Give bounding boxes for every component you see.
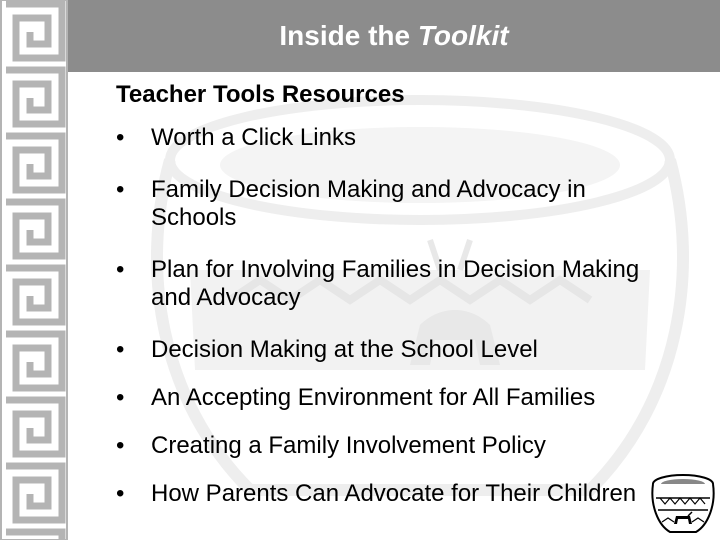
bullet-icon: • [116, 432, 125, 459]
pottery-logo-icon [648, 470, 718, 536]
list-item [116, 384, 676, 412]
page-title [68, 18, 720, 54]
list-item [116, 256, 676, 312]
resource-list [116, 124, 676, 508]
title-emphasis: Toolkit [417, 20, 509, 51]
list-item [116, 176, 676, 232]
section-subtitle: Teacher Tools Resources [116, 81, 405, 108]
bullet-icon: • [116, 176, 125, 203]
list-item-text: Decision Making at the School Level [151, 336, 538, 363]
list-item-text: Worth a Click Links [151, 124, 356, 151]
list-item-text: Plan for Involving Families in Decision Making and Advocacy [151, 256, 640, 311]
bullet-icon: • [116, 384, 125, 411]
bullet-icon: • [116, 480, 125, 507]
bullet-icon: • [116, 336, 125, 363]
title-prefix: Inside the [279, 20, 418, 51]
list-item-text: An Accepting Environment for All Families [151, 384, 596, 411]
list-item-text: How Parents Can Advocate for Their Children [151, 480, 637, 507]
greek-key-border-icon [0, 0, 68, 540]
list-item [116, 480, 676, 508]
bullet-icon: • [116, 256, 125, 283]
bullet-icon: • [116, 124, 125, 151]
list-item [116, 124, 676, 152]
list-item-text: Creating a Family Involvement Policy [151, 432, 546, 459]
list-item [116, 336, 676, 364]
list-item-text: Family Decision Making and Advocacy in Schools [151, 176, 586, 231]
list-item [116, 432, 676, 460]
